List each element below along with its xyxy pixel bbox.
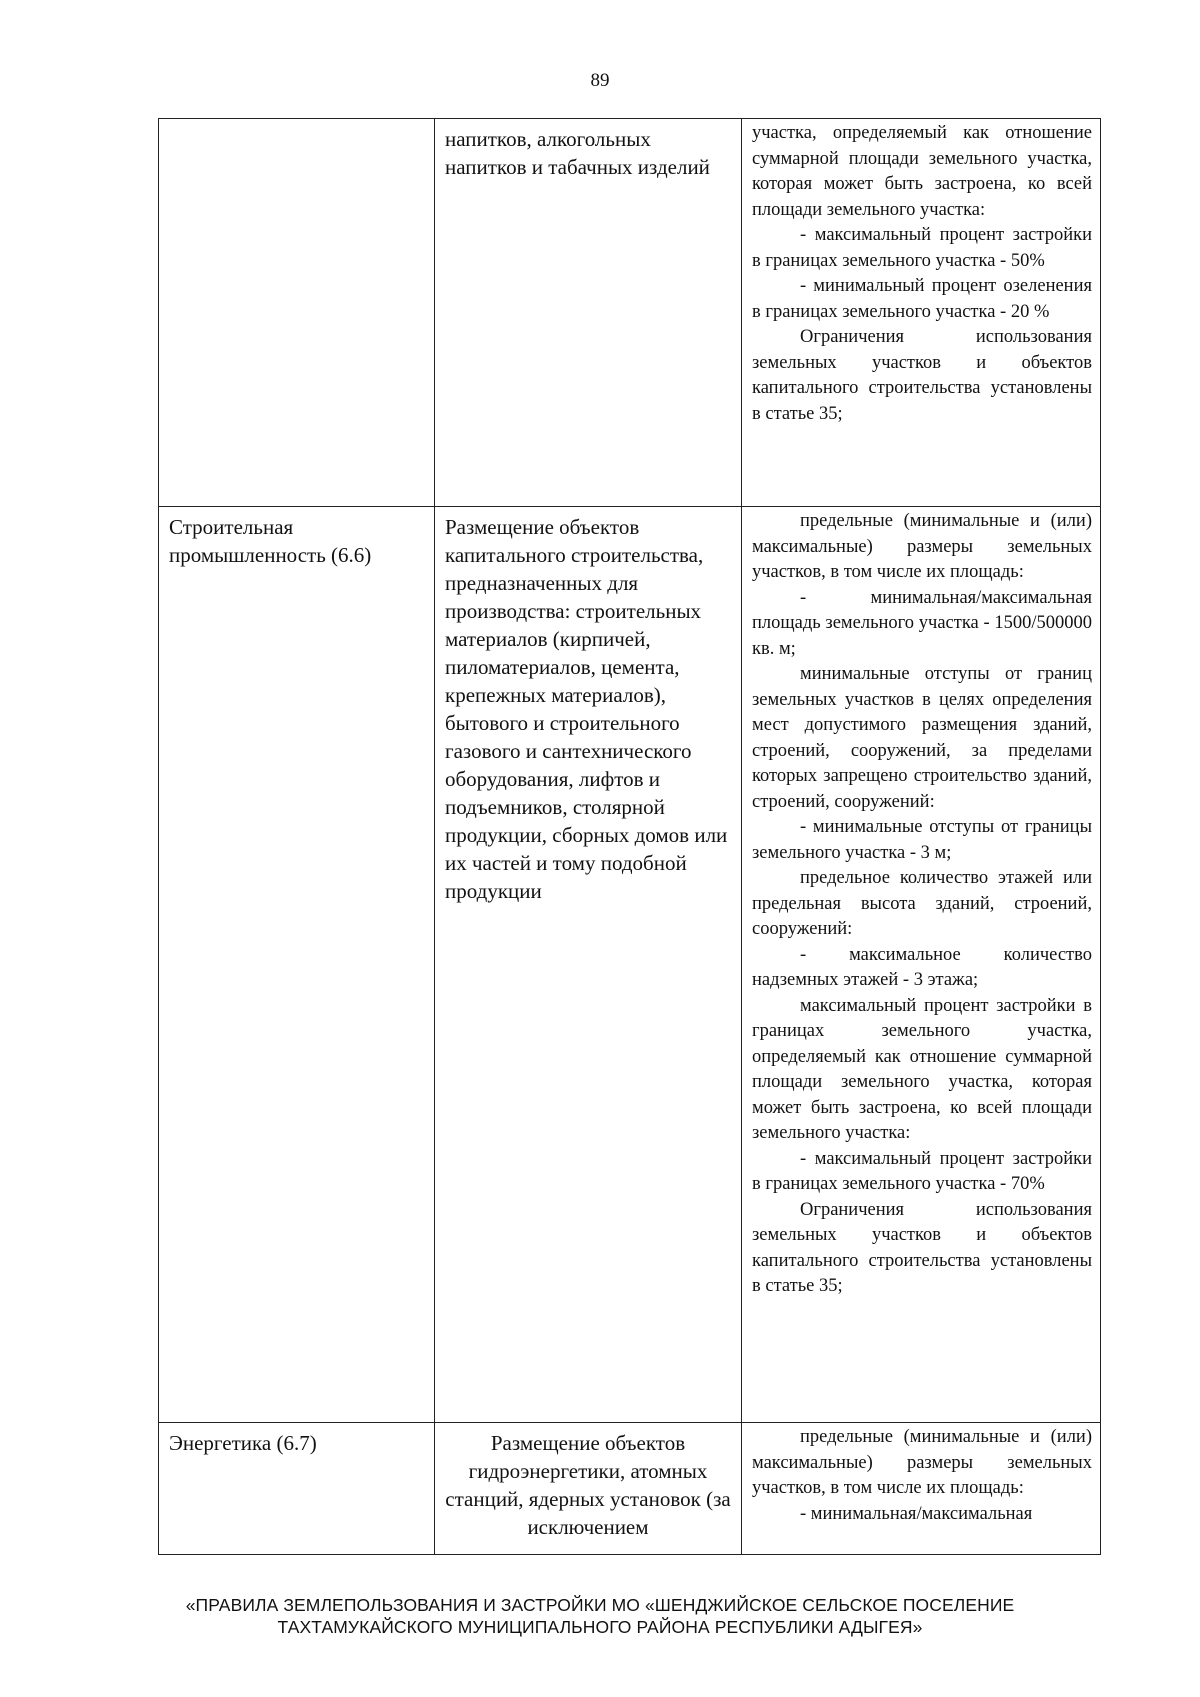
parameters-text bbox=[742, 1423, 1100, 1527]
table-cell bbox=[742, 119, 1101, 507]
table-cell bbox=[435, 1423, 742, 1555]
use-description: напитков, алкогольных напитков и табачных изделий bbox=[445, 127, 710, 179]
table-row bbox=[159, 119, 1101, 507]
parameter-paragraph: - минимальные отступы от границы земельного участка - 3 м; bbox=[752, 817, 1092, 863]
parameter-paragraph: минимальные отступы от границ земельных участков в целях определения мест допустимого размещения зданий, строений, сооружений, за пределами которых запрещено строительство зданий, строений, сооружений: bbox=[752, 664, 1092, 812]
use-type-name: Строительная промышленность (6.6) bbox=[169, 515, 372, 567]
parameter-paragraph: - максимальный процент застройки в границах земельного участка - 50% bbox=[752, 225, 1092, 271]
table-row bbox=[159, 507, 1101, 1423]
table-cell bbox=[435, 507, 742, 1423]
table-cell bbox=[159, 119, 435, 507]
table-cell bbox=[742, 1423, 1101, 1555]
parameter-paragraph: предельные (минимальные и (или) максимальные) размеры земельных участков, в том числе их площадь: bbox=[752, 511, 1092, 582]
parameter-paragraph: максимальный процент застройки в границах земельного участка, определяемый как отношение суммарной площади земельного участка, которая может быть застроена, ко всей площади земельного участка: bbox=[752, 995, 1092, 1143]
table-cell bbox=[742, 507, 1101, 1423]
use-type-name: Энергетика (6.7) bbox=[169, 1431, 317, 1455]
footer-line: «ПРАВИЛА ЗЕМЛЕПОЛЬЗОВАНИЯ И ЗАСТРОЙКИ МО «ШЕНДЖИЙСКОЕ СЕЛЬСКОЕ ПОСЕЛЕНИЕ bbox=[185, 1595, 1015, 1615]
parameter-paragraph: - максимальное количество надземных этажей - 3 этажа; bbox=[752, 944, 1092, 990]
page-number: 89 bbox=[590, 70, 610, 91]
parameter-paragraph: предельное количество этажей или предельная высота зданий, строений, сооружений: bbox=[752, 868, 1092, 939]
use-type-name bbox=[159, 119, 434, 125]
parameter-paragraph: - минимальная/максимальная площадь земельного участка - 1500/500000 кв. м; bbox=[752, 587, 1092, 659]
use-description: Размещение объектов капитального строительства, предназначенных для производства: строительных материалов (кирпичей, пиломатериалов, цемента, крепежных материалов), бытового и строительного газового и сантехнического оборудования, лифтов и подъемников, столярной продукции, сборных домов или их частей и тому подобной продукции bbox=[445, 515, 728, 903]
parameter-paragraph: - минимальный процент озеленения в границах земельного участка - 20 % bbox=[752, 276, 1092, 322]
parameter-paragraph: - минимальная/максимальная bbox=[800, 1503, 1033, 1524]
parameter-paragraph: - максимальный процент застройки в границах земельного участка - 70% bbox=[752, 1148, 1092, 1194]
parameter-paragraph: предельные (минимальные и (или) максимальные) размеры земельных участков, в том числе их площадь: bbox=[752, 1427, 1092, 1498]
zoning-table bbox=[158, 118, 1101, 1555]
document-footer bbox=[0, 1594, 1200, 1638]
parameter-paragraph: участка, определяемый как отношение суммарной площади земельного участка, которая может быть застроена, ко всей площади земельного участка: bbox=[752, 123, 1092, 220]
footer-line: ТАХТАМУКАЙСКОГО МУНИЦИПАЛЬНОГО РАЙОНА РЕСПУБЛИКИ АДЫГЕЯ» bbox=[277, 1617, 923, 1637]
parameter-paragraph: Ограничения использования земельных участков и объектов капитального строительства установлены в статье 35; bbox=[752, 327, 1092, 424]
table-cell bbox=[159, 1423, 435, 1555]
table-cell bbox=[159, 507, 435, 1423]
parameters-text bbox=[742, 507, 1100, 1300]
parameter-paragraph: Ограничения использования земельных участков и объектов капитального строительства установлены в статье 35; bbox=[752, 1199, 1092, 1296]
table-cell bbox=[435, 119, 742, 507]
table-row bbox=[159, 1423, 1101, 1555]
use-description: Размещение объектов гидроэнергетики, атомных станций, ядерных установок (за исключением bbox=[445, 1431, 731, 1539]
parameters-text bbox=[742, 119, 1100, 427]
